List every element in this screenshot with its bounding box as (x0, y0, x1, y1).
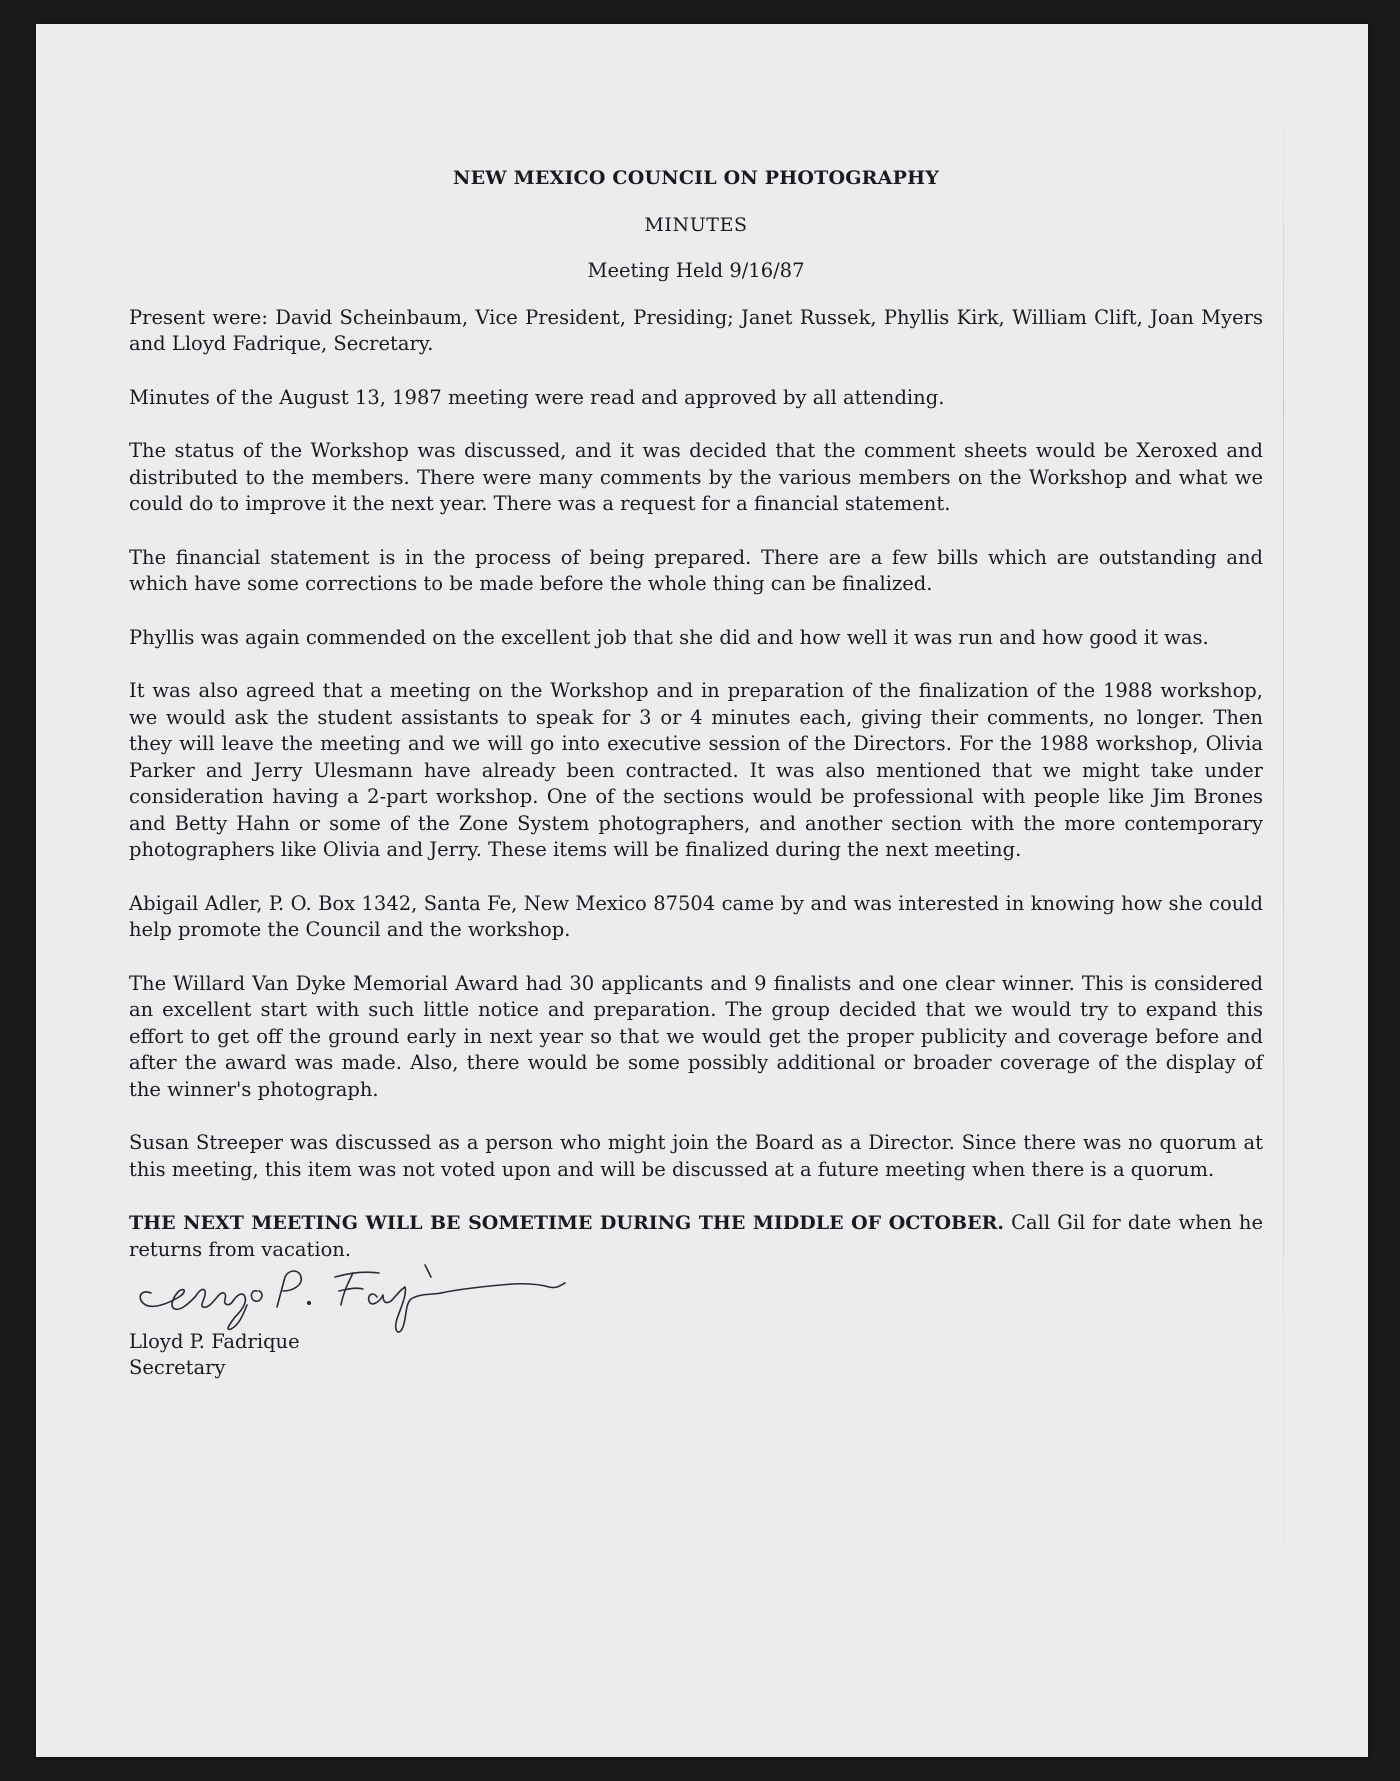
signatory-name: Lloyd P. Fadrique (129, 1330, 300, 1353)
paragraph-susan-streeper: Susan Streeper was discussed as a person who might join the Board as a Director. Since there was no quorum at this meeting, this item was not voted upon and will be discussed at a future meeting when there is a quorum. (129, 1131, 1263, 1181)
document-page (36, 24, 1368, 1757)
signatory-role: Secretary (129, 1356, 226, 1379)
paragraph-workshop-planning: It was also agreed that a meeting on the Workshop and in preparation of the finalization of the 1988 workshop, we would ask the student assistants to speak for 3 or 4 minutes each, giving their comments, no longer. Then they will leave the meeting and we will go into executive session of the Directors. For the 1988 workshop, Olivia Parker and Jerry Ulesmann have already been contracted. It was also mentioned that we might take under consideration having a 2-part workshop. One of the sections would be professional with people like Jim Brones and Betty Hahn or some of the Zone System photographers, and another section with the more contemporary photographers like Olivia and Jerry. These items will be finalized during the next meeting. (129, 679, 1263, 861)
paragraph-workshop-status: The status of the Workshop was discussed, and it was decided that the comment sheets would be Xeroxed and distributed to the members. There were many comments by the various members on the Workshop and what we could do to improve it the next year. There was a request for a financial statement. (129, 439, 1263, 515)
meeting-date: Meeting Held 9/16/87 (587, 259, 805, 282)
document-title: NEW MEXICO COUNCIL ON PHOTOGRAPHY (453, 167, 939, 189)
paragraph-attendance: Present were: David Scheinbaum, Vice President, Presiding; Janet Russek, Phyllis Kirk, William Clift, Joan Myers and Lloyd Fadrique, Secretary. (129, 305, 1263, 355)
paragraph-previous-minutes: Minutes of the August 13, 1987 meeting were read and approved by all attending. (129, 385, 945, 409)
next-meeting-announcement: THE NEXT MEETING WILL BE SOMETIME DURING THE MIDDLE OF OCTOBER. (129, 1212, 1005, 1234)
paragraph-commendation: Phyllis was again commended on the excellent job that she did and how well it was run and how good it was. (129, 625, 1209, 649)
document-subtitle: MINUTES (644, 213, 748, 236)
paragraph-financial-statement: The financial statement is in the process of being prepared. There are a few bills which are outstanding and which have some corrections to be made before the whole thing can be finalized. (129, 545, 1263, 595)
document-content (129, 165, 1263, 1413)
next-meeting-note: Call Gil for date when he returns from vacation. (129, 1211, 1263, 1261)
paragraph-abigail-adler: Abigail Adler, P. O. Box 1342, Santa Fe, New Mexico 87504 came by and was interested in knowing how she could help promote the Council and the workshop. (129, 891, 1263, 941)
paragraph-van-dyke-award: The Willard Van Dyke Memorial Award had 30 applicants and 9 finalists and one clear winner. This is considered an excellent start with such little notice and preparation. The group decided that we would try to expand this effort to get off the ground early in next year so that we would get the proper publicity and coverage before and after the award was made. Also, there would be some possibly additional or broader coverage of the display of the winner's photograph. (129, 971, 1263, 1101)
signature-block (129, 1263, 1263, 1413)
paper-edge-mark (1283, 84, 1284, 1684)
